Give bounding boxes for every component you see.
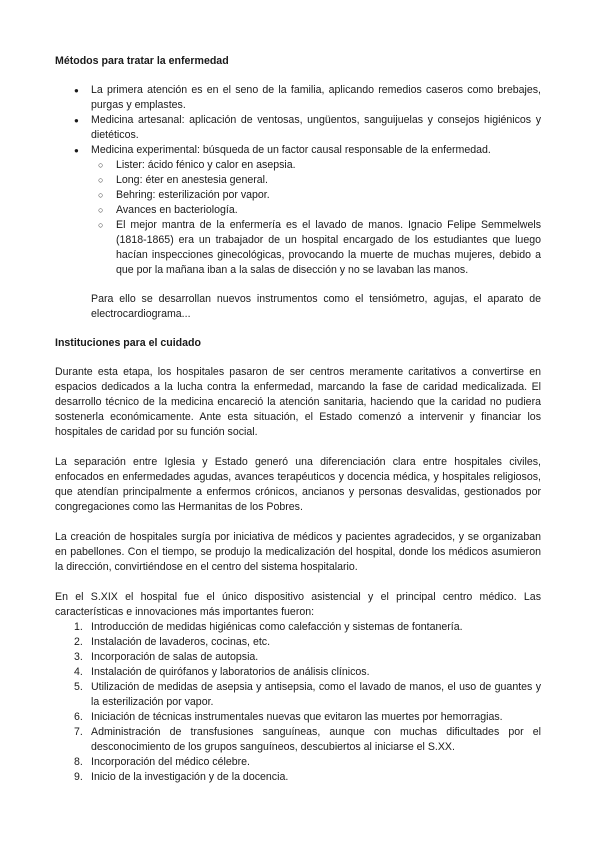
item-text: Inicio de la investigación y de la docencia. [91, 771, 289, 783]
metodos-paragraph: Para ello se desarrollan nuevos instrumentos como el tensiómetro, agujas, el aparato de electrocardiograma... [91, 293, 541, 320]
section-title-metodos: Métodos para tratar la enfermedad [55, 55, 229, 67]
item-number: 4. [74, 666, 83, 678]
item-number: 6. [74, 711, 83, 723]
numbered-item [55, 755, 541, 770]
sublist-item: ○ El mejor mantra de la enfermería es el lavado de manos. Ignacio Felipe Semmelwels (1818-1865) era un trabajador de un hospital encargado de los estudiantes que luego hacían inspecciones ginecológicas, provocando la muerte de muchas mujeres, debido a que por la mañana iban a la salas de disección y no se lavaban las manos. [91, 218, 541, 278]
paragraph: Durante esta etapa, los hospitales pasaron de ser centros meramente caritativos a convertirse en espacios dedicados a la lucha contra la enfermedad, marcando la fase de caridad medicalizada. El desarrollo técnico de la medicina encareció la atención sanitaria, haciendo que la caridad no pudiera sostenerla económicamente. Ante esta situación, el Estado comenzó a intervenir y financiar los hospitales de caridad por su función social. [55, 366, 541, 438]
list-item: ● Medicina artesanal: aplicación de ventosas, ungüentos, sanguijuelas y consejos higiénicos y dietéticos. [55, 113, 541, 143]
item-text: Utilización de medidas de asepsia y antisepsia, como el lavado de manos, el uso de guantes y la esterilización por vapor. [91, 681, 541, 708]
innovations-list [55, 620, 541, 785]
section-title-instituciones: Instituciones para el cuidado [55, 337, 201, 349]
paragraph: La creación de hospitales surgía por iniciativa de médicos y pacientes agradecidos, y se organizaban en pabellones. Con el tiempo, se produjo la medicalización del hospital, donde los médicos asumieron la dirección, convirtiéndose en el centro del sistema hospitalario. [55, 531, 541, 573]
item-text: Incorporación del médico célebre. [91, 756, 250, 768]
item-number: 8. [74, 756, 83, 768]
numbered-item [55, 665, 541, 680]
item-text: Introducción de medidas higiénicas como calefacción y sistemas de fontanería. [91, 621, 463, 633]
item-number: 2. [74, 636, 83, 648]
numbered-item [55, 770, 541, 785]
numbered-item [55, 710, 541, 725]
item-number: 1. [74, 621, 83, 633]
numbered-item [55, 620, 541, 635]
numbered-item [55, 635, 541, 650]
sublist-item: ○ Behring: esterilización por vapor. [91, 188, 541, 203]
list-item: ● La primera atención es en el seno de la familia, aplicando remedios caseros como brebajes, purgas y emplastes. [55, 83, 541, 113]
item-text: Instalación de quirófanos y laboratorios de análisis clínicos. [91, 666, 370, 678]
numbered-item [55, 680, 541, 710]
numbered-item [55, 650, 541, 665]
metodos-list [55, 83, 541, 278]
item-number: 9. [74, 771, 83, 783]
item-number: 5. [74, 681, 83, 693]
item-text: Instalación de lavaderos, cocinas, etc. [91, 636, 271, 648]
item-text: Iniciación de técnicas instrumentales nuevas que evitaron las muertes por hemorragias. [91, 711, 503, 723]
paragraph: La separación entre Iglesia y Estado generó una diferenciación clara entre hospitales civiles, enfocados en enfermedades agudas, avances terapéuticos y docencia médica, y hospitales religiosos, que atendían principalmente a enfermos crónicos, ancianos y personas desvalidas, gestionados por congregaciones como las Hermanitas de los Pobres. [55, 456, 541, 513]
item-text: Administración de transfusiones sanguíneas, aunque con muchas dificultades por el desconocimiento de los grupos sanguíneos, descubiertos al iniciarse el S.XX. [91, 726, 541, 753]
sublist-item: ○ Lister: ácido fénico y calor en asepsia. [91, 158, 541, 173]
item-number: 3. [74, 651, 83, 663]
sublist-item: ○ Avances en bacteriología. [91, 203, 541, 218]
document-content [55, 54, 541, 785]
numbered-item [55, 725, 541, 755]
paragraph: En el S.XIX el hospital fue el único dispositivo asistencial y el principal centro médico. Las características e innovaciones más importantes fueron: [55, 591, 541, 618]
sublist-item: ○ Long: éter en anestesia general. [91, 173, 541, 188]
list-item-text: Medicina experimental: búsqueda de un factor causal responsable de la enfermedad. [91, 144, 491, 156]
item-number: 7. [74, 726, 83, 738]
metodos-sublist [91, 158, 541, 278]
item-text: Incorporación de salas de autopsia. [91, 651, 259, 663]
list-item [55, 143, 541, 278]
